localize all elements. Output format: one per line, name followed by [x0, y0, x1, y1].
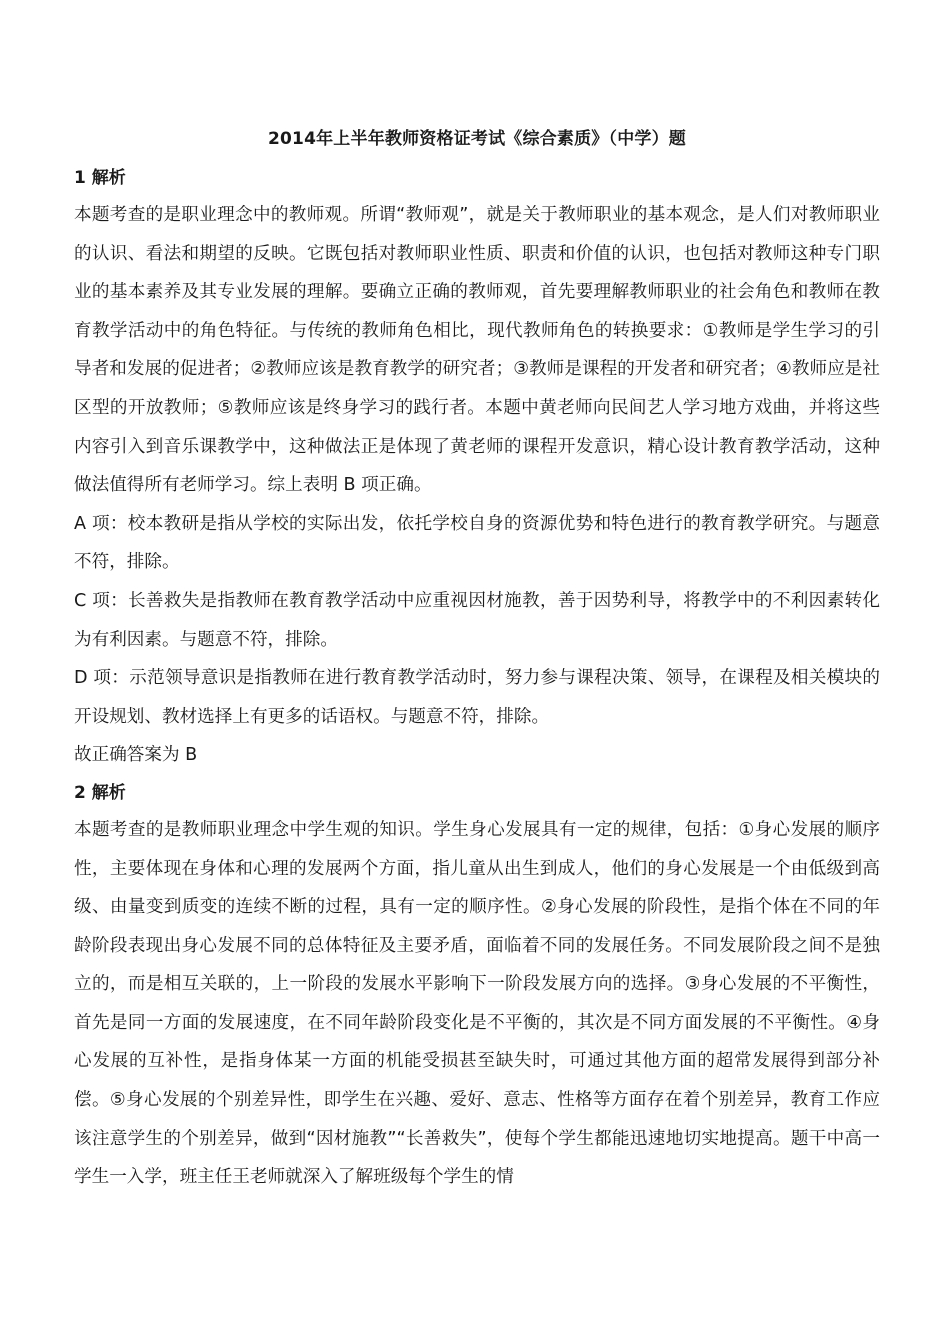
- paragraph: 本题考查的是教师职业理念中学生观的知识。学生身心发展具有一定的规律，包括：①身心发展的顺序性，主要体现在身体和心理的发展两个方面，指儿童从出生到成人，他们的身心发展是一个由低级到高级、由量变到质变的连续不断的过程，具有一定的顺序性。②身心发展的阶段性，是指个体在不同的年龄阶段表现出身心发展不同的总体特征及主要矛盾，面临着不同的发展任务。不同发展阶段之间不是独立的，而是相互关联的，上一阶段的发展水平影响下一阶段发展方向的选择。③身心发展的不平衡性，首先是同一方面的发展速度，在不同年龄阶段变化是不平衡的，其次是不同方面发展的不平衡性。④身心发展的互补性，是指身体某一方面的机能受损甚至缺失时，可通过其他方面的超常发展得到部分补偿。⑤身心发展的个别差异性，即学生在兴趣、爱好、意志、性格等方面存在着个别差异，教育工作应该注意学生的个别差异，做到“因材施教”“长善救失”，使每个学生都能迅速地切实地提高。题干中高一学生一入学，班主任王老师就深入了解班级每个学生的情: [74, 819, 880, 1188]
- paragraph: 故正确答案为 B: [74, 745, 198, 766]
- document-title: 2014年上半年教师资格证考试《综合素质》（中学）题: [267, 129, 686, 149]
- section-heading: 1 解析: [74, 168, 126, 188]
- section-1: [74, 160, 880, 775]
- document-page: [74, 122, 880, 1197]
- paragraph: C 项：长善救失是指教师在教育教学活动中应重视因材施教，善于因势利导，将教学中的不利因素转化为有利因素。与题意不符，排除。: [74, 590, 880, 650]
- paragraph: A 项：校本教研是指从学校的实际出发，依托学校自身的资源优势和特色进行的教育教学研究。与题意不符，排除。: [74, 513, 880, 573]
- paragraph: 本题考查的是职业理念中的教师观。所谓“教师观”，就是关于教师职业的基本观念，是人们对教师职业的认识、看法和期望的反映。它既包括对教师职业性质、职责和价值的认识，也包括对教师这种专门职业的基本素养及其专业发展的理解。要确立正确的教师观，首先要理解教师职业的社会角色和教师在教育教学活动中的角色特征。与传统的教师角色相比，现代教师角色的转换要求：①教师是学生学习的引导者和发展的促进者；②教师应该是教育教学的研究者；③教师是课程的开发者和研究者；④教师应是社区型的开放教师；⑤教师应该是终身学习的践行者。本题中黄老师向民间艺人学习地方戏曲，并将这些内容引入到音乐课教学中，这种做法正是体现了黄老师的课程开发意识，精心设计教育教学活动，这种做法值得所有老师学习。综上表明 B 项正确。: [74, 205, 880, 496]
- paragraph: D 项：示范领导意识是指教师在进行教育教学活动时，努力参与课程决策、领导，在课程及相关模块的开设规划、教材选择上有更多的话语权。与题意不符，排除。: [74, 668, 880, 727]
- section-heading: 2 解析: [74, 782, 126, 803]
- section-2: [74, 775, 880, 1197]
